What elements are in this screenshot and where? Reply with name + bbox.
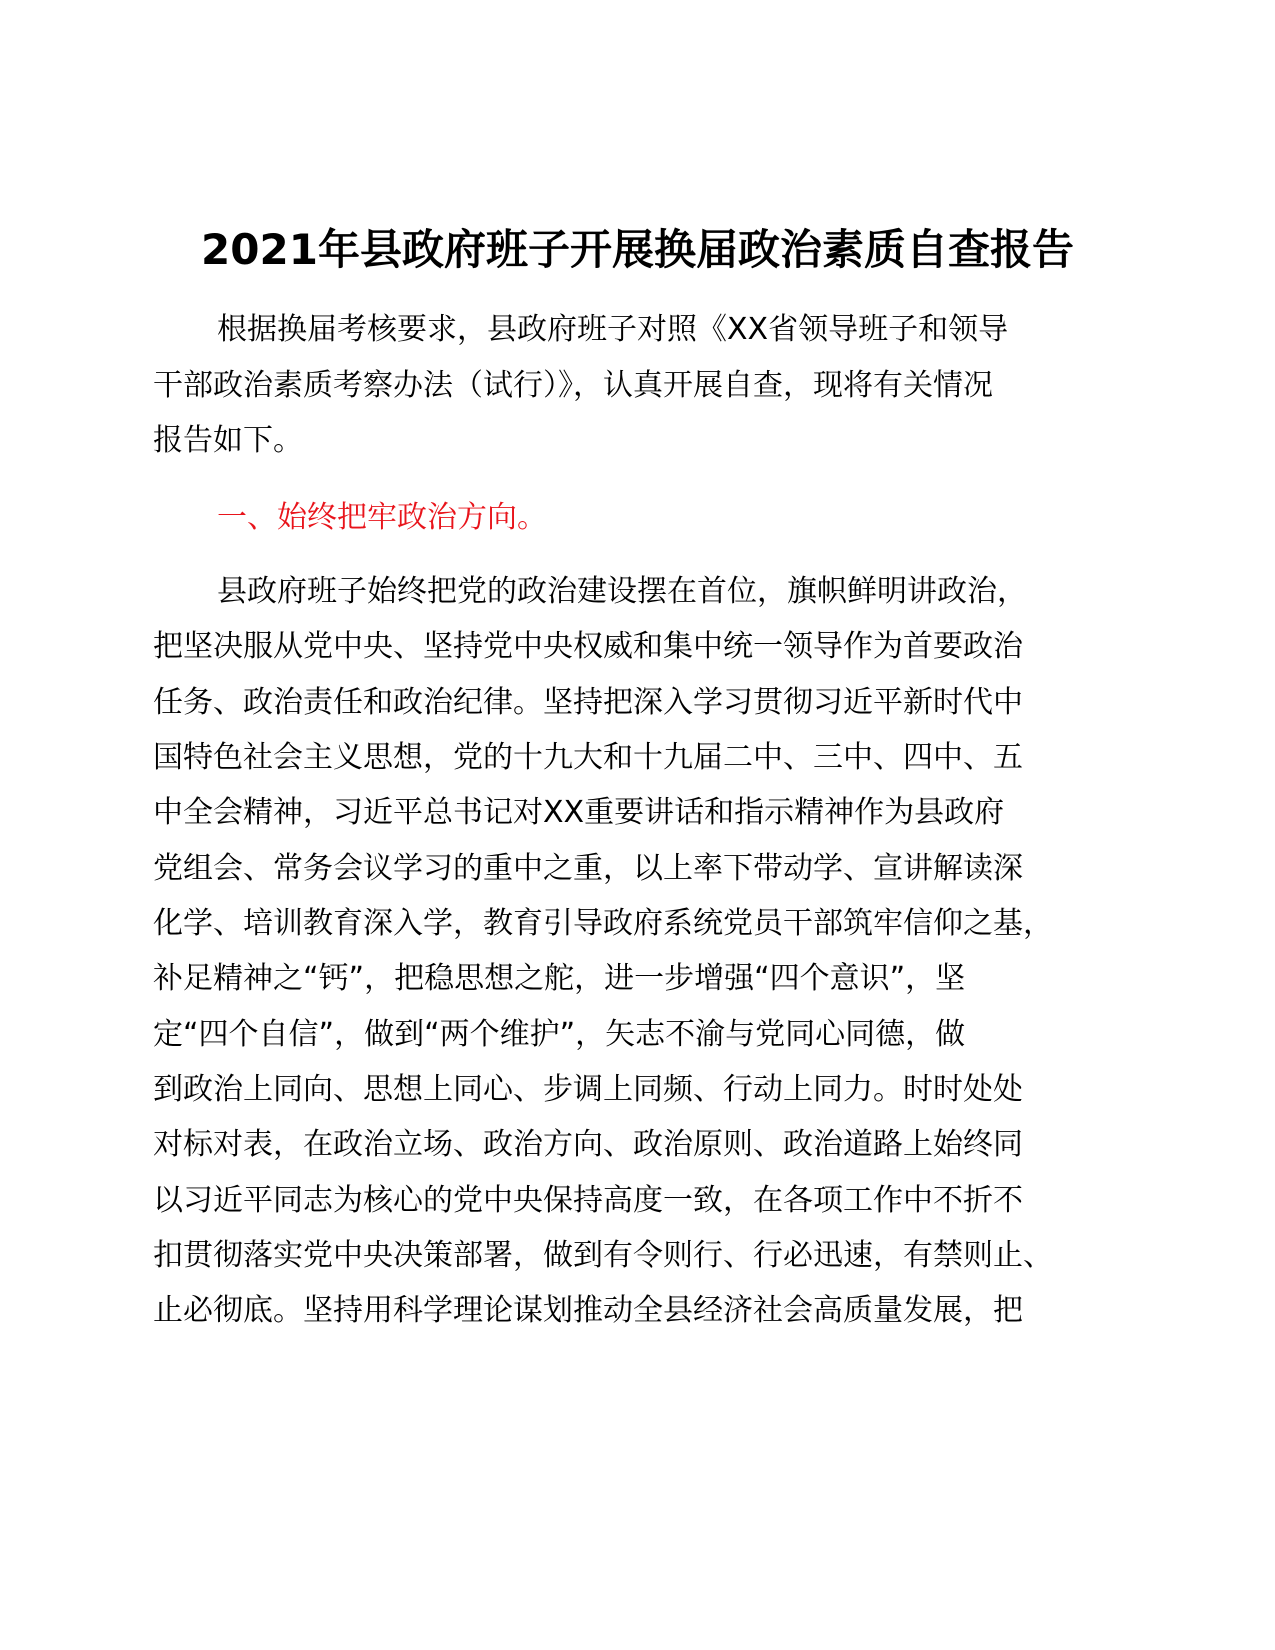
body-line: 止必彻底。坚持用科学理论谋划推动全县经济社会高质量发展，把 — [153, 1293, 1023, 1328]
body-line: 扣贯彻落实党中央决策部署，做到有令则行、行必迅速，有禁则止、 — [153, 1238, 1053, 1273]
body-line: 定“四个自信”，做到“两个维护”，矢志不渝与党同心同德，做 — [153, 1017, 966, 1052]
body-line: 县政府班子始终把党的政治建设摆在首位，旗帜鲜明讲政治， — [217, 574, 1027, 609]
body-line: 到政治上同向、思想上同心、步调上同频、行动上同力。时时处处 — [153, 1072, 1023, 1107]
section-heading: 一、始终把牢政治方向。 — [217, 500, 547, 535]
intro-line: 干部政治素质考察办法（试行）》，认真开展自查，现将有关情况 — [153, 368, 993, 403]
document-title: 2021年县政府班子开展换届政治素质自查报告 — [201, 225, 1074, 274]
body-line: 任务、政治责任和政治纪律。坚持把深入学习贯彻习近平新时代中 — [153, 685, 1023, 720]
body-line: 化学、培训教育深入学，教育引导政府系统党员干部筑牢信仰之基， — [153, 906, 1053, 941]
body-line: 补足精神之“钙”，把稳思想之舵，进一步增强“四个意识”，坚 — [153, 961, 966, 996]
body-line: 以习近平同志为核心的党中央保持高度一致，在各项工作中不折不 — [153, 1183, 1023, 1218]
body-line: 对标对表，在政治立场、政治方向、政治原则、政治道路上始终同 — [153, 1127, 1023, 1162]
intro-line: 根据换届考核要求，县政府班子对照《XX省领导班子和领导 — [217, 312, 1009, 347]
body-line: 国特色社会主义思想，党的十九大和十九届二中、三中、四中、五 — [153, 740, 1023, 775]
body-line: 把坚决服从党中央、坚持党中央权威和集中统一领导作为首要政治 — [153, 629, 1023, 664]
body-line: 中全会精神，习近平总书记对XX重要讲话和指示精神作为县政府 — [153, 795, 1005, 830]
intro-line: 报告如下。 — [153, 423, 303, 458]
body-line: 党组会、常务会议学习的重中之重，以上率下带动学、宣讲解读深 — [153, 851, 1023, 886]
